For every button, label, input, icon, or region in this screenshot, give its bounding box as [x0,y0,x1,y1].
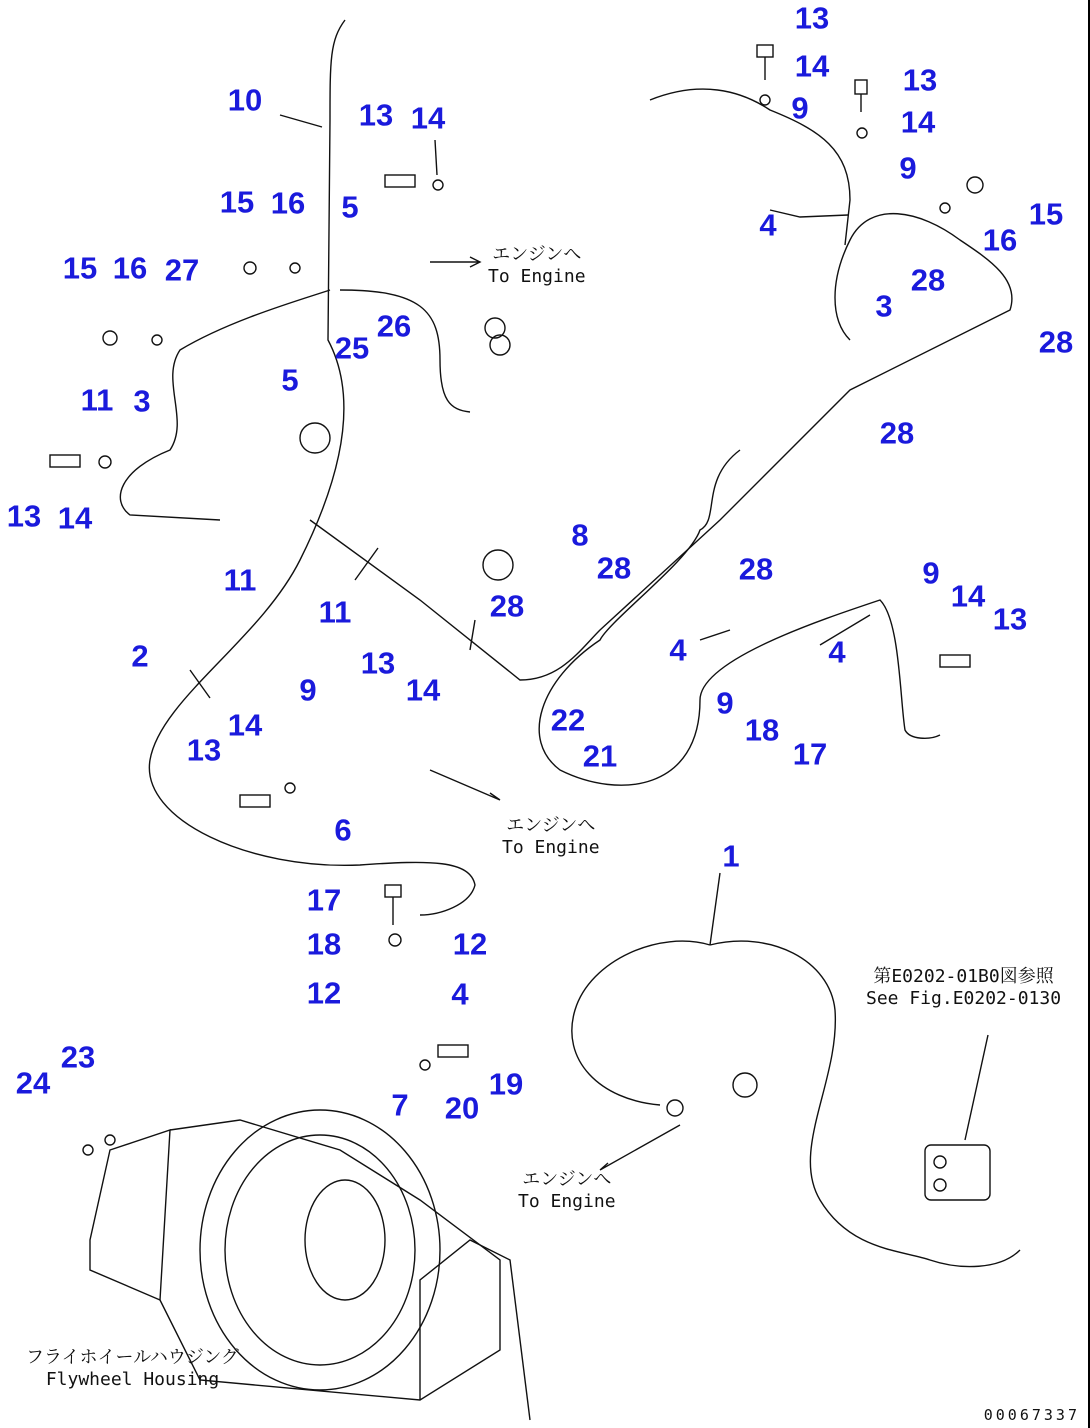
part-label-11: 11 [223,562,257,598]
part-label-28: 28 [879,415,915,451]
part-label-17: 17 [792,736,828,772]
part-label-16: 16 [270,185,306,221]
part-label-13: 13 [794,0,830,36]
part-label-4: 4 [669,632,687,668]
reference-en: See Fig.E0202-0130 [866,988,1062,1009]
flywheel-en: Flywheel Housing [45,1369,220,1390]
part-label-10: 10 [227,82,263,118]
part-label-4: 4 [451,976,469,1012]
part-label-11: 11 [318,594,352,630]
part-label-13: 13 [992,601,1028,637]
part-label-27: 27 [164,252,200,288]
flywheel-housing-note [26,1347,239,1391]
part-label-20: 20 [444,1090,480,1126]
to-engine-en: To Engine [488,266,586,287]
part-label-15: 15 [1028,196,1064,232]
part-label-28: 28 [489,588,525,624]
part-label-14: 14 [950,578,986,614]
harness-2 [149,20,475,918]
part-label-9: 9 [899,150,917,186]
part-label-1: 1 [722,838,740,874]
part-label-12: 12 [452,926,488,962]
reference-note [866,966,1061,1010]
part-label-22: 22 [550,702,586,738]
part-label-23: 23 [60,1039,96,1075]
part-label-15: 15 [62,250,98,286]
part-label-6: 6 [334,812,352,848]
part-label-7: 7 [391,1087,409,1123]
part-label-13: 13 [902,62,938,98]
to-engine-en: To Engine [518,1191,616,1212]
part-label-3: 3 [133,383,151,419]
part-label-16: 16 [112,250,148,286]
part-label-13: 13 [186,732,222,768]
part-label-14: 14 [794,48,830,84]
part-label-13: 13 [358,97,394,133]
to-engine-jp: エンジンへ [506,815,596,836]
part-label-24: 24 [15,1065,51,1101]
part-label-9: 9 [791,90,809,126]
part-label-14: 14 [227,707,263,743]
part-label-21: 21 [582,738,618,774]
part-label-14: 14 [57,500,93,536]
connector-block [925,1145,990,1200]
part-label-5: 5 [341,189,359,225]
harness-4 [650,89,850,245]
part-label-14: 14 [410,100,446,136]
part-label-9: 9 [716,685,734,721]
flywheel-jp: フライホイールハウジング [26,1347,240,1368]
part-label-26: 26 [376,308,412,344]
part-label-28: 28 [1038,324,1074,360]
part-label-28: 28 [738,551,774,587]
to-engine-note-3 [518,1169,616,1213]
part-label-18: 18 [306,926,342,962]
part-label-28: 28 [910,262,946,298]
part-label-13: 13 [6,498,42,534]
part-label-14: 14 [900,104,936,140]
part-label-2: 2 [131,638,149,674]
part-label-9: 9 [299,672,317,708]
reference-jp: 第E0202-01B0図参照 [873,966,1054,987]
harness-branch-left [120,290,330,520]
part-label-13: 13 [360,645,396,681]
figure-number: 00067337 [983,1406,1080,1424]
to-engine-note-2 [502,815,600,859]
to-engine-en: To Engine [502,837,600,858]
part-label-3: 3 [875,288,893,324]
part-label-12: 12 [306,975,342,1011]
to-engine-jp: エンジンへ [522,1169,612,1190]
part-label-5: 5 [281,362,299,398]
part-label-17: 17 [306,882,342,918]
part-label-15: 15 [219,184,255,220]
part-label-8: 8 [571,517,589,553]
part-label-18: 18 [744,712,780,748]
part-label-4: 4 [828,634,846,670]
part-label-4: 4 [759,207,777,243]
part-label-11: 11 [80,382,114,418]
part-label-19: 19 [488,1066,524,1102]
part-label-16: 16 [982,222,1018,258]
part-label-28: 28 [596,550,632,586]
to-engine-note-1 [488,244,586,288]
to-engine-jp: エンジンへ [492,244,582,265]
part-label-9: 9 [922,555,940,591]
part-label-14: 14 [405,672,441,708]
part-label-25: 25 [334,330,370,366]
